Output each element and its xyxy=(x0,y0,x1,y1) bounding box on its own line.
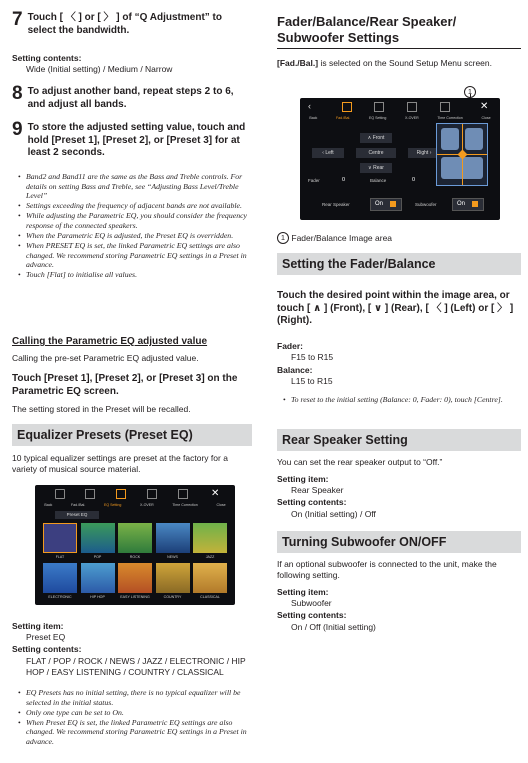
note-item: • When PRESET EQ is set, the linked Parametric EQ settings are also changed. We recommend storing Parametric EQ settings in a Preset in advance. xyxy=(20,241,252,270)
subwoofer-toggle[interactable] xyxy=(452,198,484,211)
image-caption xyxy=(277,232,392,244)
time-icon xyxy=(178,489,188,499)
setting-item-label: Setting item: xyxy=(12,621,64,631)
back-button[interactable]: Back xyxy=(44,503,53,507)
preset-labels-1 xyxy=(43,555,227,559)
notes-list xyxy=(12,172,252,281)
back-button[interactable]: Back xyxy=(309,116,318,120)
setting-contents-value: FLAT / POP / ROCK / NEWS / JAZZ / ELECTRONIC / HIP HOP / EASY LISTENING / COUNTRY / CLASSICAL xyxy=(26,656,246,677)
step-text: Touch [ 〈 ] or [ 〉 ] of “Q Adjustment” to select the bandwidth. xyxy=(27,12,222,36)
preset-label: HIP HOP xyxy=(90,595,105,599)
preset-tile-rock[interactable] xyxy=(118,523,152,553)
right-button[interactable]: Right › xyxy=(408,148,440,158)
right-label: Right xyxy=(416,150,429,156)
seat-front-left xyxy=(441,128,459,150)
back-icon[interactable]: ‹ xyxy=(308,101,311,111)
subwoofer-state: On xyxy=(457,201,466,207)
rear-speaker-state: On xyxy=(375,201,384,207)
setting-contents-label: Setting contents: xyxy=(12,644,82,654)
preset-label: NEWS xyxy=(167,555,178,559)
note-item: • When the Parametric EQ is adjusted, the Preset EQ is overridden. xyxy=(20,231,252,241)
preset-label: ELECTRONIC xyxy=(48,595,72,599)
preset-labels-2 xyxy=(43,595,227,599)
step-8 xyxy=(12,85,252,111)
caption-text: Fader/Balance Image area xyxy=(291,233,393,243)
eq-intro: 10 typical equalizer settings are preset at the factory for a variety of musical source material. xyxy=(12,453,228,474)
fader-balance-screen xyxy=(300,98,500,220)
time-correction-button[interactable]: Time Correction xyxy=(172,503,198,507)
setting-contents-label: Setting contents: xyxy=(277,497,347,507)
rear-label: Rear xyxy=(373,165,384,171)
preset-label: COUNTRY xyxy=(163,595,182,599)
note-item: • Band2 and Band11 are the same as the Bass and Treble controls. For details on setting Bass and Treble, see “Adjusting Bass Level/Treble Level” xyxy=(20,172,252,201)
subwoofer-text: If an optional subwoofer is connected to the unit, make the following setting. xyxy=(277,559,497,580)
preset-label: EASY LISTENING xyxy=(120,595,150,599)
title-line-2: Subwoofer Settings xyxy=(277,29,400,45)
eq-icon xyxy=(374,102,384,112)
note-item: • Touch [Flat] to initialise all values. xyxy=(20,270,252,280)
x-over-button[interactable]: X-OVER xyxy=(404,116,419,120)
note-item: • Settings exceeding the frequency of adjacent bands are not available. xyxy=(20,201,252,211)
calling-instruction: Touch [Preset 1], [Preset 2], or [Preset 3] on the Parametric EQ screen. xyxy=(12,373,238,397)
crossover-icon xyxy=(407,102,417,112)
time-correction-button[interactable]: Time Correction xyxy=(437,116,463,120)
subwoofer-heading: Turning Subwoofer ON/OFF xyxy=(277,531,521,553)
balance-value: 0 xyxy=(412,177,416,183)
setting-item-label: Setting item: xyxy=(277,587,329,597)
step-text: To adjust another band, repeat steps 2 to 6, and adjust all bands. xyxy=(27,86,234,110)
seat-front-right xyxy=(465,128,483,150)
step-number: 8 xyxy=(12,83,23,104)
back-icon xyxy=(55,489,65,499)
fad-bal-button[interactable]: Fad./Bal. xyxy=(335,116,351,120)
fad-bal-button[interactable]: Fad./Bal. xyxy=(70,503,86,507)
setting-contents-value: On (Initial setting) / Off xyxy=(291,509,376,519)
rear-speaker-text: You can set the rear speaker output to “Off.” xyxy=(277,457,443,467)
preset-tile-easy-listening[interactable] xyxy=(118,563,152,593)
setting-item-value: Rear Speaker xyxy=(291,485,344,495)
crossover-icon xyxy=(147,489,157,499)
note-item: • While adjusting the Parametric EQ, you should consider the frequency response of the connected speakers. xyxy=(20,211,252,230)
fader-balance-image-area[interactable] xyxy=(436,123,488,186)
time-icon xyxy=(440,102,450,112)
preset-row-2 xyxy=(43,563,227,597)
preset-label: FLAT xyxy=(55,555,65,559)
fader-balance-heading: Setting the Fader/Balance xyxy=(277,253,521,275)
setting-item-value: Preset EQ xyxy=(26,632,66,642)
left-button[interactable]: ‹ Left xyxy=(312,148,344,158)
screen-toolbar xyxy=(300,98,500,120)
preset-eq-screen xyxy=(35,485,235,605)
setting-item-value: Subwoofer xyxy=(291,598,332,608)
calling-text: Calling the pre-set Parametric EQ adjusted value. xyxy=(12,353,199,363)
fader-balance-instruction: Touch the desired point within the image area, or touch [ ∧ ] (Front), [ ∨ ] (Rear), [ 〈 ] (Left) or [ 〉 ] (Right). xyxy=(277,290,514,326)
preset-label: JAZZ xyxy=(205,555,215,559)
preset-tile-pop[interactable] xyxy=(81,523,115,553)
calling-result: The setting stored in the Preset will be recalled. xyxy=(12,404,191,414)
x-over-button[interactable]: X-OVER xyxy=(139,503,154,507)
fader-icon xyxy=(85,489,95,499)
step-text: To store the adjusted setting value, touch and hold [Preset 1], [Preset 2], or [Preset 3] for at least 2 seconds. xyxy=(27,122,246,158)
note-item: • To reset to the initial setting (Balance: 0, Fader: 0), touch [Centre]. xyxy=(285,395,521,405)
preset-row-1 xyxy=(43,523,227,557)
step-number: 7 xyxy=(12,9,23,30)
notes-list-2 xyxy=(12,688,252,747)
preset-label: CLASSICAL xyxy=(200,595,220,599)
setting-contents-label: Setting contents: xyxy=(12,53,82,63)
close-button[interactable]: Close xyxy=(481,116,491,120)
note-item: • EQ Presets has no initial setting, there is no typical equalizer will be selected in the initial status. xyxy=(20,688,252,707)
setting-item-label: Setting item: xyxy=(277,474,329,484)
subwoofer-label: Subwoofer xyxy=(415,202,437,207)
intro-bold: [Fad./Bal.] xyxy=(277,58,319,68)
preset-label: ROCK xyxy=(129,555,141,559)
preset-tile-electronic[interactable] xyxy=(43,563,77,593)
close-icon[interactable]: ✕ xyxy=(211,488,220,499)
page-section-title xyxy=(277,14,521,49)
rear-speaker-label: Rear Speaker xyxy=(322,202,350,207)
preset-eq-tab[interactable]: Preset EQ xyxy=(55,511,99,519)
note-item: • When Preset EQ is set, the linked Parametric EQ settings are also changed. We recommend storing Parametric EQ settings in a Preset in advance. xyxy=(20,718,252,747)
front-button[interactable]: ∧ Front xyxy=(360,133,392,143)
intro-rest: is selected on the Sound Setup Menu screen. xyxy=(318,58,492,68)
setting-contents-value: On / Off (Initial setting) xyxy=(291,622,376,632)
balance-label: Balance: xyxy=(277,365,313,375)
intro-text xyxy=(277,58,492,69)
step-7 xyxy=(12,11,252,37)
fader-icon xyxy=(342,102,352,112)
callout-number: 1 xyxy=(464,86,476,98)
check-icon xyxy=(472,201,478,207)
front-label: Front xyxy=(372,135,385,141)
rear-speaker-toggle[interactable] xyxy=(370,198,402,211)
calling-title: Calling the Parametric EQ adjusted value xyxy=(12,336,208,347)
preset-label: POP xyxy=(93,555,102,559)
eq-setting-button[interactable]: EQ Setting xyxy=(368,116,387,120)
preset-tile-jazz[interactable] xyxy=(193,523,227,553)
left-label: Left xyxy=(325,150,334,156)
step-number: 9 xyxy=(12,119,23,140)
setting-contents-value: Wide (Initial setting) / Medium / Narrow xyxy=(26,64,173,74)
reset-note xyxy=(277,395,521,405)
balance-label: Balance xyxy=(370,178,387,183)
fader-label: Fader xyxy=(308,178,320,183)
setting-contents-label: Setting contents: xyxy=(277,610,347,620)
rear-button[interactable]: ∨ Rear xyxy=(360,163,392,173)
preset-tile-classical[interactable] xyxy=(193,563,227,593)
eq-section-heading: Equalizer Presets (Preset EQ) xyxy=(12,424,252,446)
step-9 xyxy=(12,121,252,160)
preset-tile-news[interactable] xyxy=(156,523,190,553)
preset-tile-flat[interactable] xyxy=(43,523,77,553)
screen-toolbar xyxy=(35,485,235,507)
preset-tile-hip-hop[interactable] xyxy=(81,563,115,593)
close-icon[interactable]: ✕ xyxy=(480,101,489,112)
caption-number: 1 xyxy=(277,232,289,244)
eq-icon xyxy=(116,489,126,499)
fader-range: F15 to R15 xyxy=(291,352,334,362)
note-item: • Only one type can be set to On. xyxy=(20,708,252,718)
preset-tile-country[interactable] xyxy=(156,563,190,593)
fader-label: Fader: xyxy=(277,341,303,351)
balance-range: L15 to R15 xyxy=(291,376,333,386)
title-line-1: Fader/Balance/Rear Speaker/ xyxy=(277,14,457,29)
rear-speaker-heading: Rear Speaker Setting xyxy=(277,429,521,451)
close-button[interactable]: Close xyxy=(216,503,226,507)
centre-button[interactable]: Centre xyxy=(356,148,396,158)
fader-value: 0 xyxy=(342,177,346,183)
check-icon xyxy=(390,201,396,207)
eq-setting-button[interactable]: EQ Setting xyxy=(103,503,122,507)
